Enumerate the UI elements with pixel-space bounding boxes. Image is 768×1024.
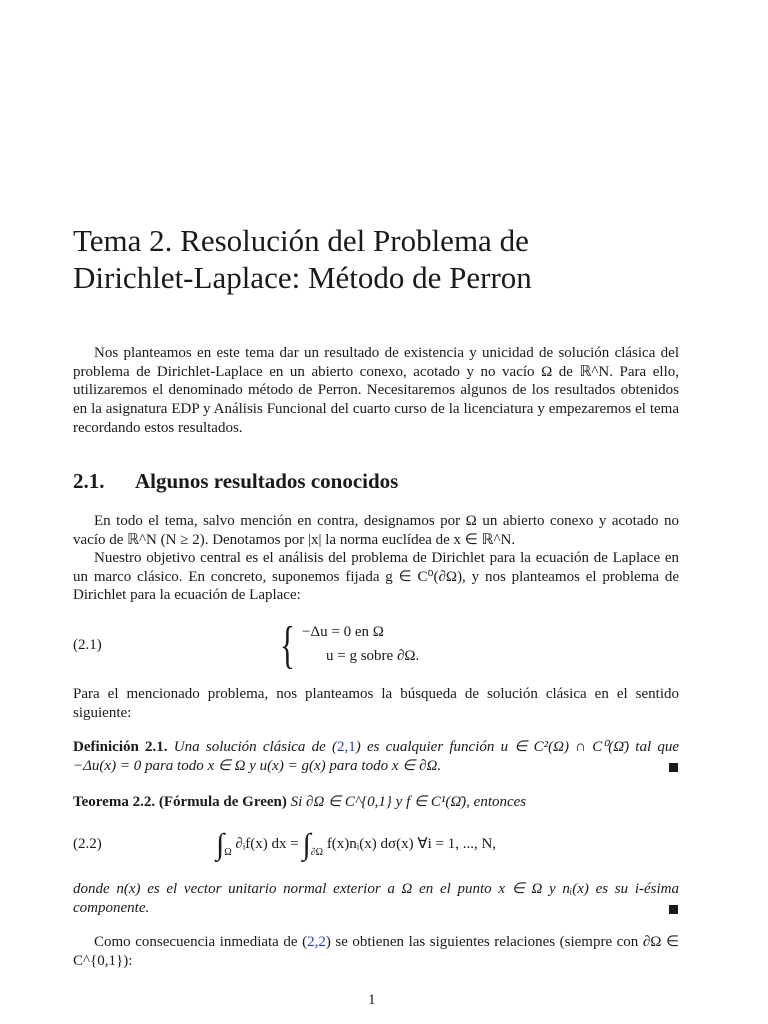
equation-reference-link[interactable]: 2,1 — [336, 739, 356, 755]
page-number: 1 — [368, 992, 376, 1008]
equation-2-1-row2: u = g sobre ∂Ω. — [326, 648, 420, 664]
intro-paragraph: Nos planteamos en este tema dar un resultado de existencia y unicidad de solución clásica del problema de Dirichlet-Laplace en un abierto conexo, acotado y no vacío Ω de ℝ^N. Para ello, utilizaremos el denominado método de Perron. Necesitaremos algunos de los resultados obtenidos en la asignatura EDP y Análisis Funcional del cuarto curso de la licenciatura y empezaremos el tema recordando estos resultados. — [73, 345, 679, 436]
theorem-2-2: Teorema 2.2. (Fórmula de Green) Si ∂Ω ∈ C^{0,1} y f ∈ C¹(Ω̄), entonces — [73, 794, 527, 810]
section-title: Algunos resultados conocidos — [135, 469, 399, 493]
paragraph-2: Nuestro objetivo central es el análisis del problema de Dirichlet para la ecuación de Laplace en un marco clásico. En concreto, suponemos fijada g ∈ C⁰(∂Ω), y nos planteamos el problema de Dirichlet para la ecuación de Laplace: — [73, 550, 679, 604]
theorem-2-2-continuation: donde n(x) es el vector unitario normal exterior a Ω en el punto x ∈ Ω y nᵢ(x) es su i-ésima componente. — [73, 881, 679, 916]
paragraph-1: En todo el tema, salvo mención en contra, designamos por Ω un abierto conexo y acotado no vacío de ℝ^N (N ≥ 2). Denotamos por |x| la norma euclídea de x ∈ ℝ^N. — [73, 513, 679, 548]
equation-2-2: $\int_\Omega$ ∂ᵢf(x) dx = $\int_{\partial\Omega}$ f(x)nᵢ(x) dσ(x) ∀i = 1, ..., N, — [216, 828, 497, 861]
integral-sign: ∫ — [216, 828, 225, 861]
integral-sign: ∫ — [302, 828, 311, 861]
equation-2-1-row1: −Δu = 0 en Ω — [302, 624, 384, 640]
paragraph-3: Para el mencionado problema, nos planteamos la búsqueda de solución clásica en el sentido siguiente: — [73, 686, 679, 721]
qed-square — [669, 763, 678, 772]
chapter-title-line1: Tema 2. Resolución del Problema de — [73, 223, 529, 258]
theorem-heading: Teorema 2.2. (Fórmula de Green) — [73, 794, 287, 810]
paragraph-4: Como consecuencia inmediata de (2,2) se obtienen las siguientes relaciones (siempre con ∂Ω ∈ C^{0,1}): — [73, 934, 680, 969]
definition-2-1: Definición 2.1. Una solución clásica de (2,1) es cualquier función u ∈ C²(Ω) ∩ C⁰(Ω̄) tal que −Δu(x) = 0 para todo x ∈ Ω y u(x) = g(x) para todo x ∈ ∂Ω. — [73, 739, 679, 774]
equation-reference-link[interactable]: 2,2 — [307, 934, 326, 950]
equation-2-1-label: (2.1) — [73, 637, 102, 653]
equation-brace: { — [280, 617, 295, 674]
chapter-title — [73, 222, 713, 296]
chapter-title-line2: Dirichlet-Laplace: Método de Perron — [73, 260, 532, 295]
qed-square — [669, 905, 678, 914]
section-heading — [73, 469, 398, 494]
section-number: 2.1. — [73, 469, 105, 493]
equation-2-2-label: (2.2) — [73, 836, 102, 852]
definition-heading: Definición 2.1. — [73, 739, 168, 755]
